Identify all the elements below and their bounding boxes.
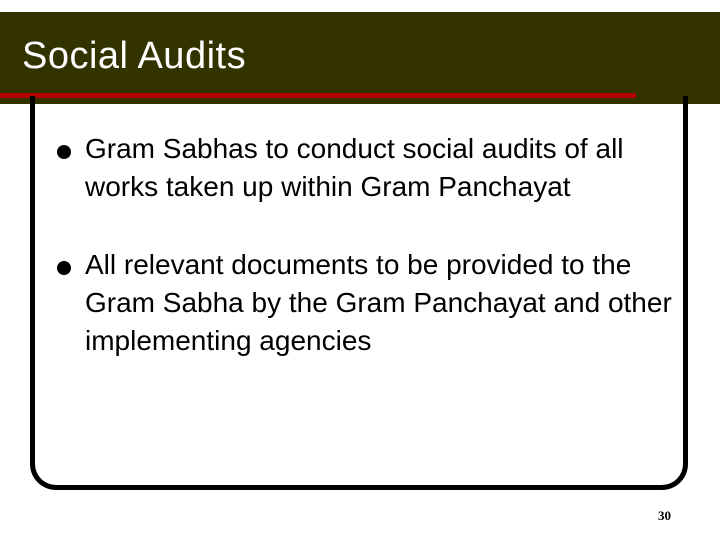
- bullet-dot-icon: [57, 261, 71, 275]
- bullet-text: Gram Sabhas to conduct social audits of all works taken up within Gram Panchayat: [85, 133, 624, 202]
- slide-title: Social Audits: [22, 35, 247, 77]
- bullet-list: [57, 130, 672, 400]
- bullet-item: [57, 246, 672, 360]
- page-number: 30: [658, 508, 671, 523]
- bullet-item: [57, 130, 672, 206]
- bullet-dot-icon: [57, 145, 71, 159]
- bullet-text: All relevant documents to be provided to the Gram Sabha by the Gram Panchayat and other implementing agencies: [85, 249, 672, 356]
